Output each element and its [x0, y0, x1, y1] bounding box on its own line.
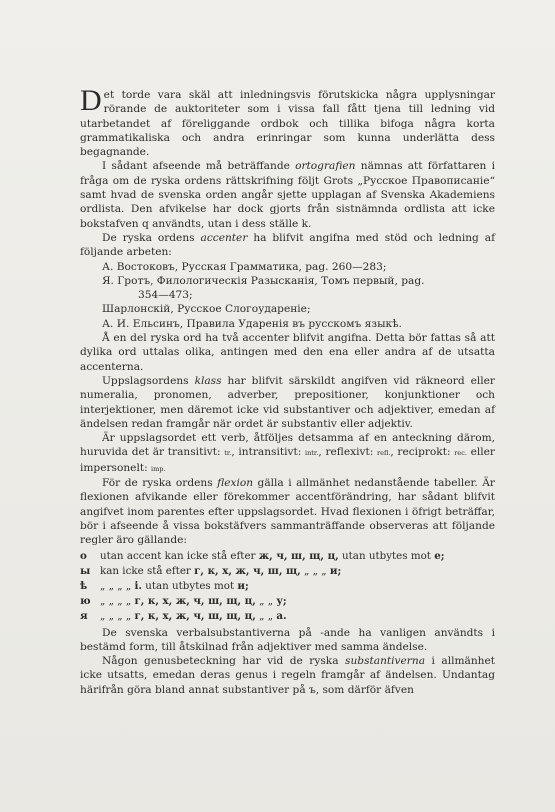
abbr-rec: rec. [454, 449, 467, 458]
rule-condition: „ „ „ „ [100, 594, 135, 607]
rule-condition: kan icke stå efter [100, 564, 195, 577]
text-run: , intransitivt: [231, 446, 306, 459]
rule-result: и; [237, 579, 249, 592]
rule-condition: „ „ „ „ [100, 609, 135, 622]
text-run: gälla i allmänhet nedanstående tabeller. Är flexionen afvikande eller förekommer accentförändring, har sådant blifvit angifvet inom parentes efter uppslagsordet. Hvad flexionen i öfrigt beträffar, bör i afseende å vissa bokstäfvers sammanträffande observeras att följande regler äro gällande: [80, 477, 495, 547]
rule-letter: ю [80, 594, 91, 607]
reference-item: А. И. Ельсинъ, Правила Ударенiя въ русскомъ языкѣ. [102, 317, 402, 330]
text-run: De ryska ordens [102, 231, 201, 244]
rule-row [80, 564, 495, 579]
text-run: ha blifvit angifna med stöd och ledning af följande arbeten: [80, 231, 495, 259]
page-body [80, 84, 496, 697]
term-flexion: flexion [217, 477, 254, 490]
rule-tail: „ „ [255, 594, 277, 607]
rule-letters: i. [134, 579, 142, 592]
rule-row [80, 579, 495, 594]
rule-condition: utan accent kan icke stå efter [100, 549, 259, 562]
rule-letter: ы [80, 564, 91, 577]
text-run: eller impersonelt: [80, 446, 495, 474]
rule-letter: о [80, 549, 87, 562]
rule-text [100, 579, 495, 594]
rule-letter: ѣ [80, 579, 88, 592]
text-run: nämnas att författaren i fråga om de ryska ordens rättskrifning följt Grots „Русское Правописанiе“ samt hvad de svenska orden angår sjette upplagan af Svenska Akademiens ordlista. Den afvikelse har dock gjorts från sistnämnda ordlista att icke bokstafven q användts, utan i dess ställe k. [80, 160, 495, 230]
rule-tail: „ „ „ [300, 564, 330, 577]
rule-text [100, 609, 495, 624]
rule-letter: я [80, 609, 88, 622]
text-run: i allmänhet icke utsatts, emedan deras genus i regeln framgår af ändelsen. Undantag härifrån göra bland annat substantiver på ъ, som därför äfven [80, 655, 496, 696]
term-accenter: accenter [200, 231, 248, 244]
term-ortografien: ortografien [295, 160, 356, 173]
rule-text [100, 594, 495, 609]
rule-row [80, 609, 495, 624]
rule-text [100, 564, 495, 579]
accent-paragraph [80, 231, 495, 260]
rule-result: е; [434, 549, 445, 562]
verb-paragraph [80, 431, 495, 476]
abbr-refl: refl. [376, 449, 391, 458]
rule-result: у; [276, 594, 287, 607]
rule-row [80, 549, 495, 564]
rule-result: а. [276, 609, 287, 622]
reference-item: А. Востоковъ, Русская Грамматика, pag. 260—283; [102, 260, 387, 273]
text-run: Någon genusbeteckning har vid de ryska [102, 655, 346, 668]
orthography-paragraph [80, 159, 495, 230]
rule-letters: г, к, х, ж, ч, ш, щ, ц, [134, 609, 256, 622]
abbr-intr: intr. [305, 449, 319, 458]
intro-text: et torde vara skäl att inledningsvis förutskicka några upplysningar rörande de auktoriteter som i vissa fall fått tjena till ledning vid utarbetandet af föreliggande ordbok och tillika bifoga några korta grammatikaliska och andra erinringar som kunna underlätta dess begagnande. [80, 89, 495, 159]
rule-tail: utan utbytes mot [141, 579, 238, 592]
spelling-rules-table [80, 549, 495, 624]
text-run: , reflexivt: [318, 446, 377, 459]
reference-item-continued: 354—473; [138, 289, 193, 302]
rule-tail: utan utbytes mot [338, 549, 435, 562]
flexion-paragraph [80, 476, 495, 547]
rule-text [100, 549, 495, 564]
text-run: Är uppslagsordet ett verb, åtföljes detsamma af en anteckning därom, huruvida det är transitivt: [80, 432, 495, 459]
double-accent-paragraph: Å en del ryska ord ha två accenter blifvit angifna. Detta bör fattas så att dylika ord uttalas olika, antingen med den ena eller andra af de utsatta accenterna. [80, 332, 495, 373]
text-run: har blifvit särskildt angifven vid räkneord eller numeralia, pronomen, adverber, prepositioner, konjunktioner och interjektioner, men däremot icke vid substantiver och adjektiver, emedan af ändelsen redan framgår när ordet är substantiv eller adjektiv. [80, 374, 495, 430]
drop-cap: D [80, 84, 102, 117]
reference-item: Я. Гротъ, Филологическiя Разысканiя, Томъ первый, pag. [102, 274, 425, 287]
text-run: För de ryska ordens [102, 477, 218, 490]
rule-letters: ж, ч, ш, щ, ц, [258, 549, 339, 562]
text-run: Uppslagsordens [102, 374, 195, 387]
term-substantiverna: substantiverna [345, 655, 426, 668]
rule-tail: „ „ [255, 609, 277, 622]
rule-row [80, 594, 495, 609]
gender-paragraph [80, 654, 495, 697]
rule-letters: г, к, х, ж, ч, ш, щ, ц, [134, 594, 256, 607]
reference-item: Шарлонскiй, Русское Слогоударенiе; [102, 303, 311, 316]
abbr-tr: tr. [224, 449, 232, 458]
verbal-noun-paragraph: De svenska verbalsubstantiverna på -ande ha vanligen användts i bestämd form, till åtskilnad från adjektiver med samma ändelse. [80, 626, 495, 653]
text-run: , reciprokt: [390, 446, 455, 459]
rule-condition: „ „ „ „ [100, 579, 135, 592]
abbr-imp: imp. [151, 464, 166, 473]
reference-list [80, 260, 495, 331]
class-paragraph [80, 374, 495, 431]
rule-letters: г, к, х, ж, ч, ш, щ, [194, 564, 301, 577]
text-run: I sådant afseende må beträffande [102, 160, 296, 173]
term-klass: klass [194, 374, 222, 387]
intro-paragraph [80, 84, 495, 159]
rule-result: и; [329, 564, 342, 577]
